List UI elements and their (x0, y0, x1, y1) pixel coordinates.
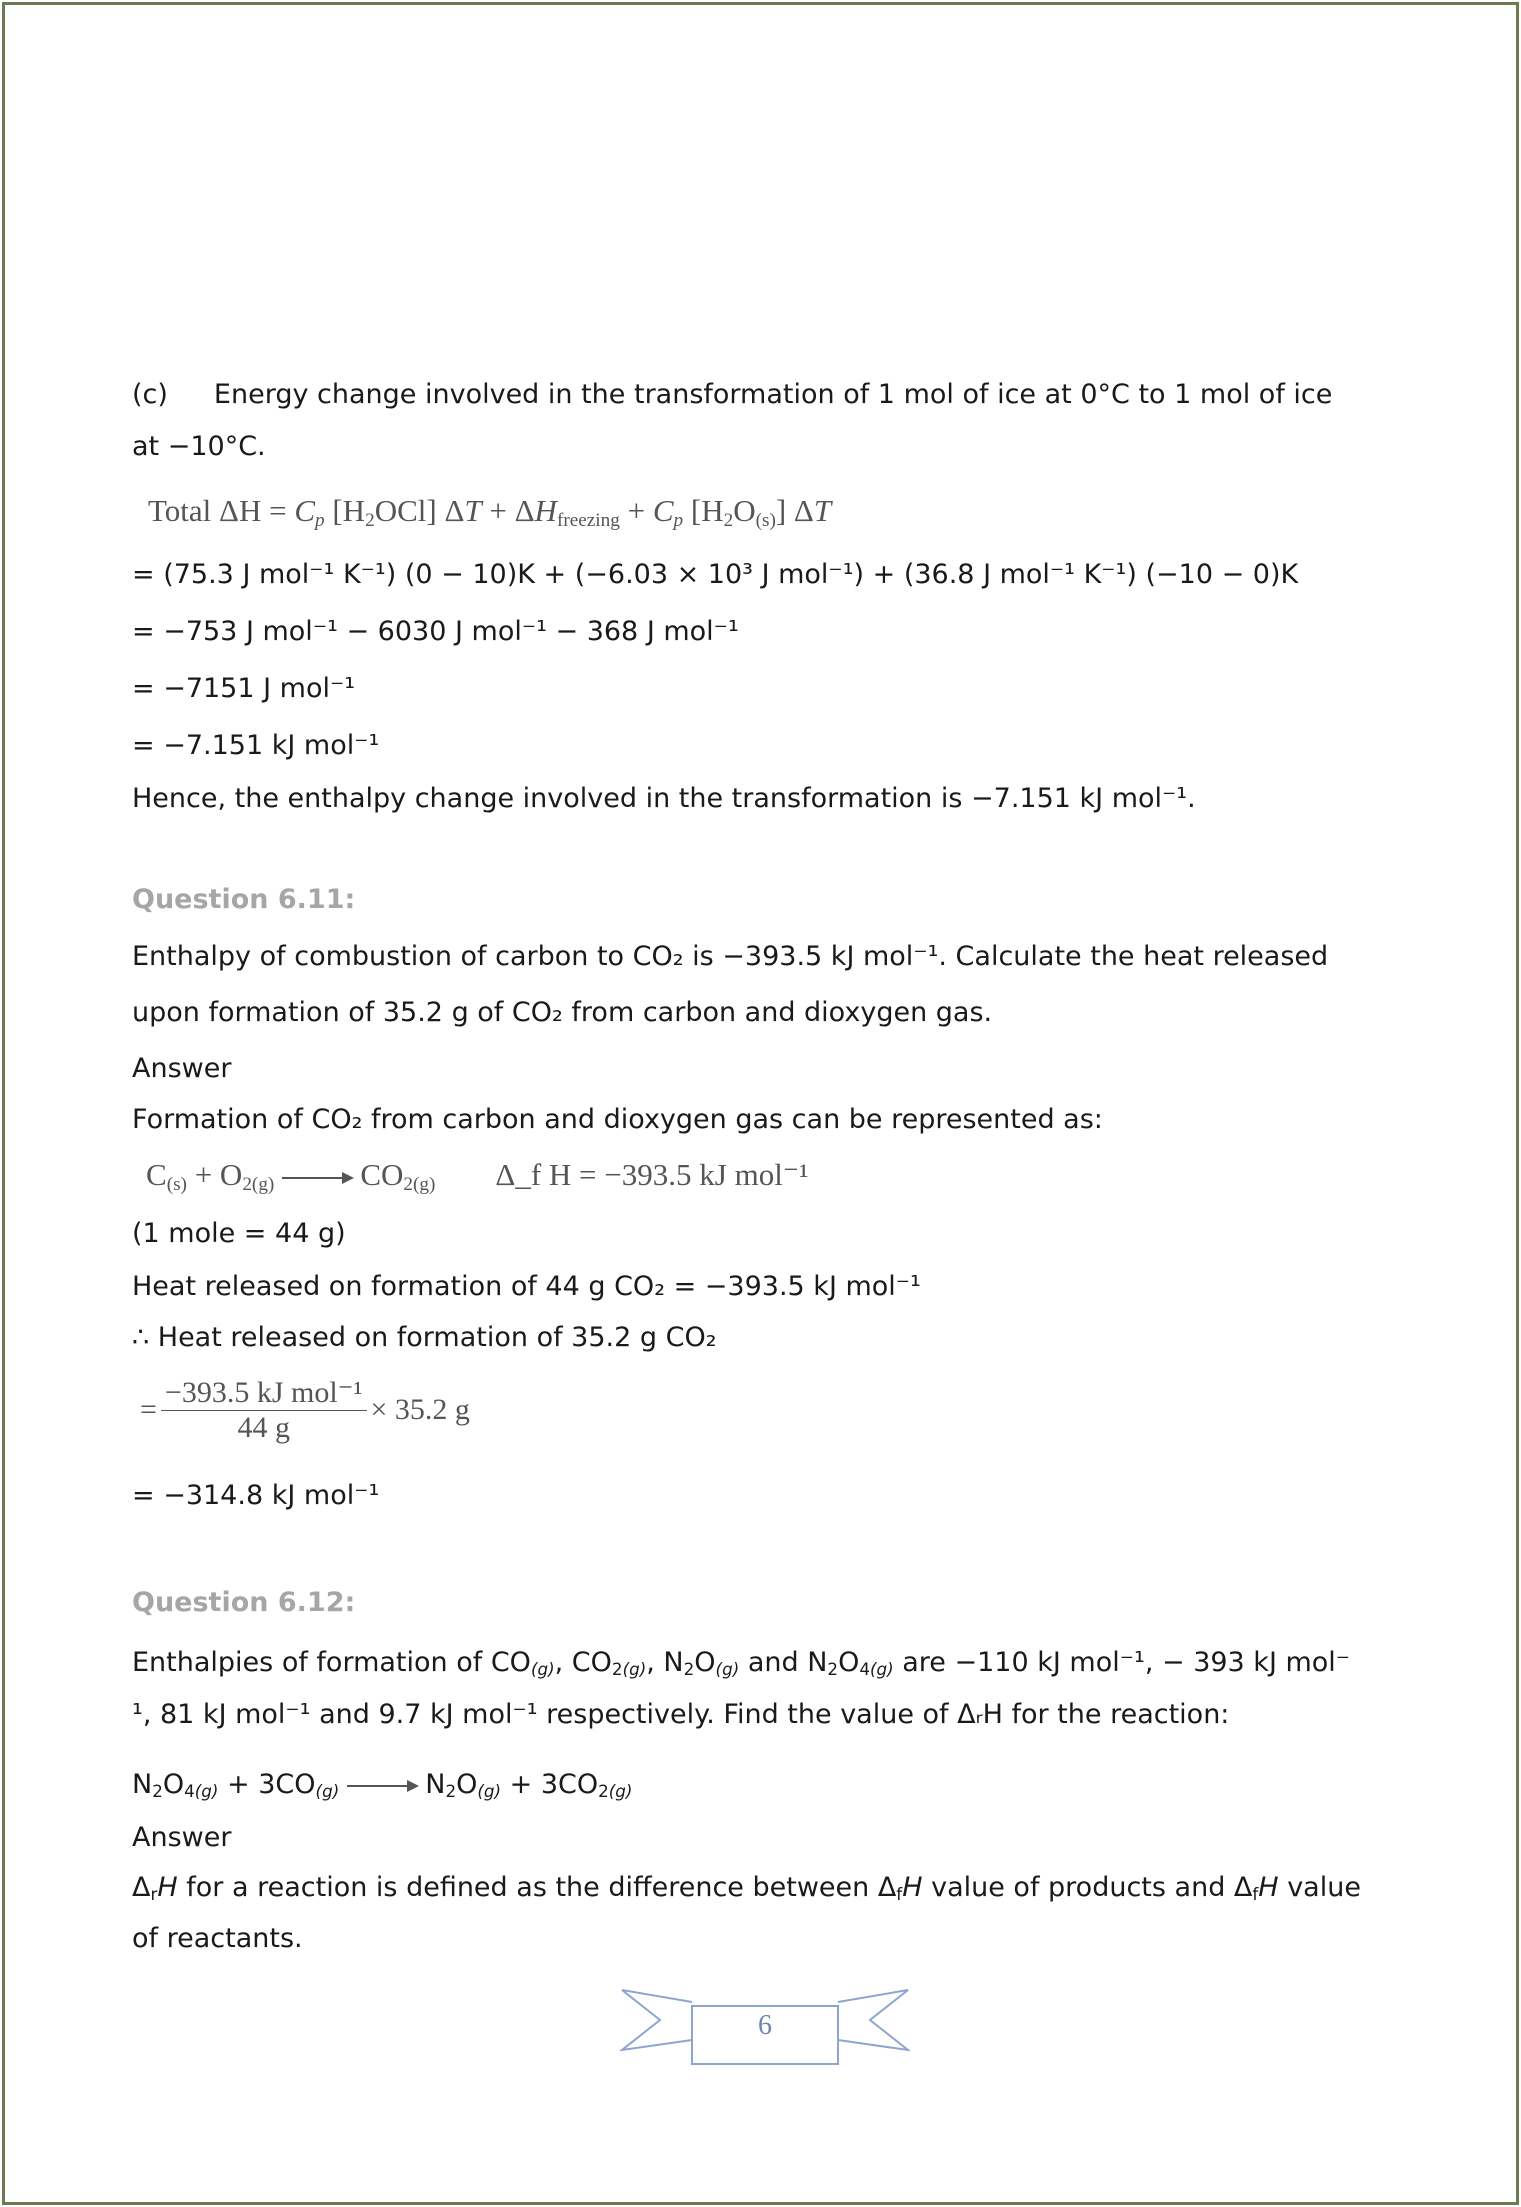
part-c-line2: at −10°C. (132, 431, 266, 462)
calc-line: = (75.3 J mol⁻¹ K⁻¹) (0 − 10)K + (−6.03 × 10³ J mol⁻¹) + (36.8 J mol⁻¹ K⁻¹) (−10 − 0)K (132, 559, 1299, 590)
question-text: Enthalpy of combustion of carbon to CO₂ is −393.5 kJ mol⁻¹. Calculate the heat released (132, 941, 1329, 972)
question-text: upon formation of 35.2 g of CO₂ from carbon and dioxygen gas. (132, 997, 993, 1028)
answer-text: of reactants. (132, 1923, 303, 1954)
answer-text: Formation of CO₂ from carbon and dioxygen gas can be represented as: (132, 1104, 1103, 1135)
answer-text: ∴ Heat released on formation of 35.2 g CO₂ (132, 1322, 717, 1353)
conclusion: Hence, the enthalpy change involved in the transformation is −7.151 kJ mol⁻¹. (132, 783, 1196, 814)
answer-text: $\Delta_rH$ for a reaction is defined as the difference between $\Delta_fH$ value of products and $\Delta_fH$ value (132, 1872, 1361, 1905)
calc-line: = −753 J mol⁻¹ − 6030 J mol⁻¹ − 368 J mol⁻¹ (132, 616, 739, 647)
question-text: ¹, 81 kJ mol⁻¹ and 9.7 kJ mol⁻¹ respectively. Find the value of ΔᵣH for the reaction: (132, 1699, 1230, 1730)
page-number-banner (620, 1988, 910, 2068)
question-heading: Question 6.12: (132, 1587, 356, 1618)
fraction-calculation: = −393.5 kJ mol⁻¹ 44 g × 35.2 g (140, 1376, 470, 1444)
calc-line: = −7151 J mol⁻¹ (132, 673, 356, 704)
calc-line: = −7.151 kJ mol⁻¹ (132, 730, 380, 761)
reaction-equation: $N_2O_{4(g)} + 3CO_{(g)}$ $N_2O_{(g)} + 3CO_{2(g)}$ (132, 1769, 633, 1802)
question-heading: Question 6.11: (132, 884, 356, 915)
answer-label: Answer (132, 1822, 232, 1853)
part-c-line: (c) Energy change involved in the transformation of 1 mol of ice at 0°C to 1 mol of ice (132, 379, 1333, 410)
answer-text: (1 mole = 44 g) (132, 1218, 346, 1249)
answer-text: Heat released on formation of 44 g CO₂ = −393.5 kJ mol⁻¹ (132, 1271, 921, 1302)
answer-label: Answer (132, 1053, 232, 1084)
total-enthalpy-formula: Total $\Delta H = C_p$ $[H_2OCl] \Delta T + \Delta H_{freezing} + C_p$ $[H_2O_{(s)}]$ ΔT (148, 493, 832, 531)
combustion-equation: $C_{(s)} + O_{2(g)}$ $CO_{2(g)}$ Δ_f H = −393.5 kJ mol⁻¹ (146, 1157, 809, 1195)
answer-result: = −314.8 kJ mol⁻¹ (132, 1480, 380, 1511)
page-number: 6 (758, 2010, 772, 2041)
question-text: Enthalpies of formation of $CO_{(g)}$, $CO_{2(g)}$, $N_2O_{(g)}$ and $N_2O_{4(g)}$ are −110 kJ mol⁻¹, − 393 kJ mol⁻ (132, 1647, 1351, 1680)
